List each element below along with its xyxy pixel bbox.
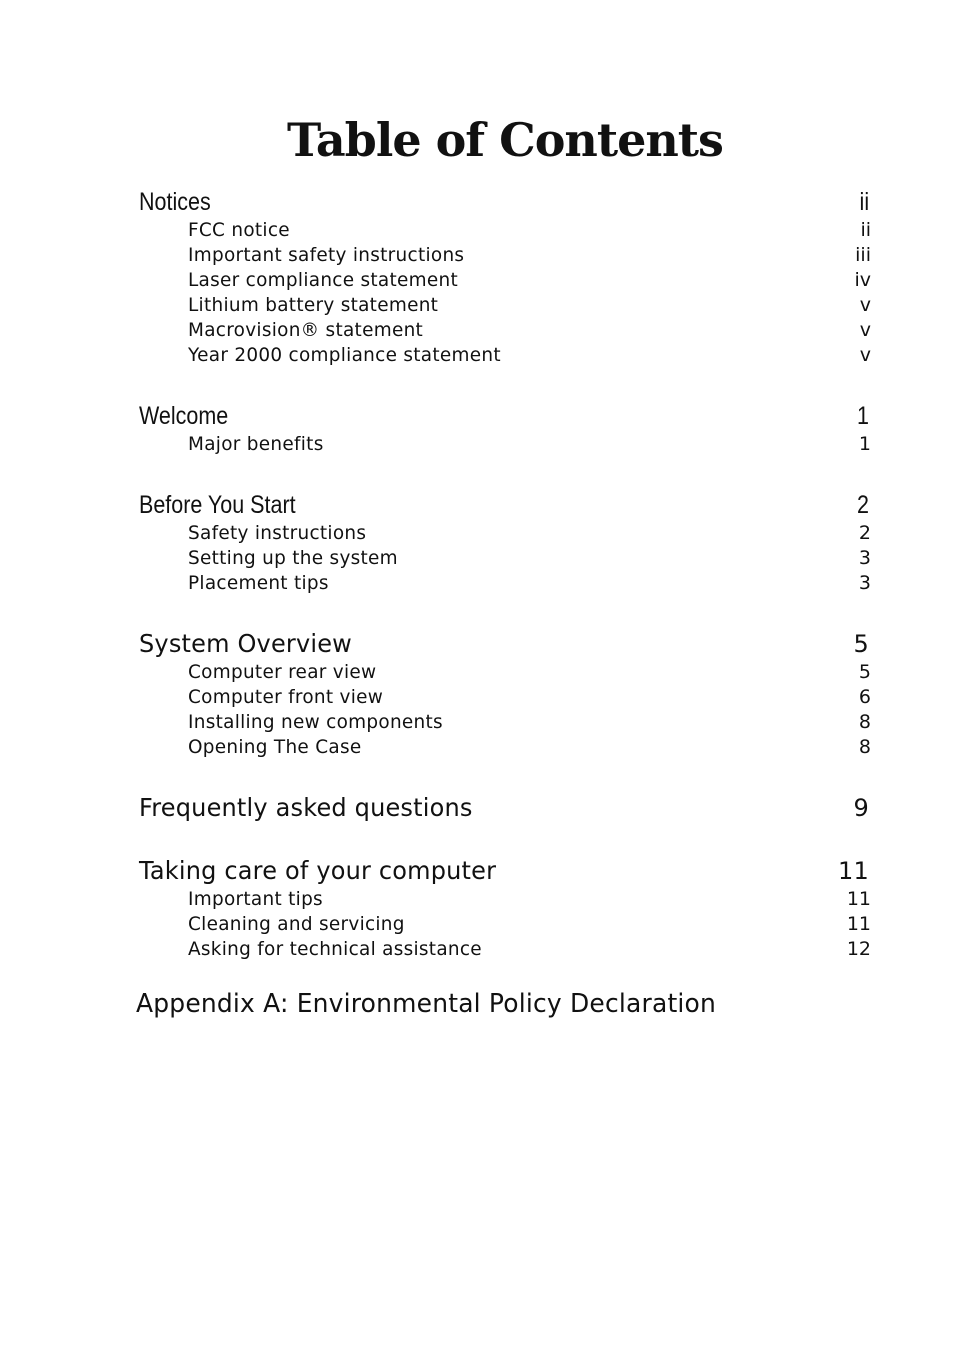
section-page-number: 2 xyxy=(857,491,869,519)
entry-page-number: 1 xyxy=(858,433,871,455)
entry-page-number: 3 xyxy=(858,572,871,594)
toc-entry[interactable] xyxy=(139,887,871,912)
entry-title: Important safety instructions xyxy=(188,244,465,266)
toc-section-system-overview xyxy=(139,628,871,760)
entry-title: Major benefits xyxy=(188,433,324,455)
entry-page-number: iii xyxy=(855,244,871,266)
entry-title: Setting up the system xyxy=(188,547,398,569)
entry-page-number: iv xyxy=(854,269,871,291)
section-title: Welcome xyxy=(139,402,229,430)
entry-page-number: 12 xyxy=(846,938,871,960)
entry-title: Placement tips xyxy=(188,572,329,594)
entry-title: Computer rear view xyxy=(188,661,377,683)
toc-section-taking-care xyxy=(139,855,871,962)
toc-entry[interactable] xyxy=(139,710,871,735)
toc-section-heading[interactable] xyxy=(139,400,871,432)
entry-title: FCC notice xyxy=(188,219,290,241)
section-page-number: 11 xyxy=(838,857,869,885)
section-title: System Overview xyxy=(139,629,352,658)
section-page-number: 5 xyxy=(853,630,869,658)
toc-appendix-entry[interactable]: Appendix A: Environmental Policy Declaration xyxy=(136,989,717,1019)
entry-page-number: 11 xyxy=(846,913,871,935)
toc-entry-list xyxy=(139,660,871,760)
entry-title: Year 2000 compliance statement xyxy=(188,344,501,366)
entry-page-number: 5 xyxy=(858,661,871,683)
toc-entry-list xyxy=(139,521,871,596)
entry-page-number: v xyxy=(859,294,871,316)
toc-section-faq xyxy=(139,792,871,824)
toc-section-before-you-start xyxy=(139,489,871,596)
toc-section-heading[interactable] xyxy=(139,855,871,887)
entry-title: Safety instructions xyxy=(188,522,367,544)
entry-title: Opening The Case xyxy=(188,736,362,758)
section-page-number: 1 xyxy=(857,402,869,430)
toc-section-heading[interactable] xyxy=(139,792,871,824)
toc-entry[interactable] xyxy=(139,432,871,457)
entry-page-number: 2 xyxy=(858,522,871,544)
toc-section-heading[interactable] xyxy=(139,628,871,660)
toc-section-notices xyxy=(139,186,871,368)
toc-entry[interactable] xyxy=(139,293,871,318)
entry-title: Important tips xyxy=(188,888,323,910)
section-title: Notices xyxy=(139,188,211,216)
entry-title: Installing new components xyxy=(188,711,443,733)
toc-entry-list xyxy=(139,218,871,368)
toc-entry[interactable] xyxy=(139,318,871,343)
toc-section-welcome xyxy=(139,400,871,457)
entry-page-number: 6 xyxy=(858,686,871,708)
toc-entry[interactable] xyxy=(139,660,871,685)
toc-entry[interactable] xyxy=(139,218,871,243)
toc-entry-list xyxy=(139,887,871,962)
toc-entry[interactable] xyxy=(139,937,871,962)
page-title: Table of Contents xyxy=(287,113,723,167)
entry-page-number: v xyxy=(859,319,871,341)
entry-page-number: 11 xyxy=(846,888,871,910)
entry-title: Lithium battery statement xyxy=(188,294,439,316)
toc-entry[interactable] xyxy=(139,912,871,937)
entry-page-number: v xyxy=(859,344,871,366)
section-title: Taking care of your computer xyxy=(139,856,497,885)
entry-page-number: 8 xyxy=(858,711,871,733)
section-title: Before You Start xyxy=(139,491,296,519)
entry-title: Macrovision® statement xyxy=(188,319,424,341)
toc-entry-list xyxy=(139,432,871,457)
toc-entry[interactable] xyxy=(139,521,871,546)
toc-entry[interactable] xyxy=(139,685,871,710)
entry-page-number: ii xyxy=(860,219,871,241)
entry-title: Cleaning and servicing xyxy=(188,913,405,935)
toc-section-heading[interactable] xyxy=(139,186,871,218)
toc-entry[interactable] xyxy=(139,268,871,293)
toc-entry[interactable] xyxy=(139,735,871,760)
entry-page-number: 8 xyxy=(858,736,871,758)
toc-entry[interactable] xyxy=(139,343,871,368)
section-page-number: 9 xyxy=(853,794,869,822)
toc-entry[interactable] xyxy=(139,571,871,596)
entry-title: Computer front view xyxy=(188,686,384,708)
entry-title: Asking for technical assistance xyxy=(188,938,482,960)
entry-title: Laser compliance statement xyxy=(188,269,459,291)
toc-entry[interactable] xyxy=(139,243,871,268)
section-title: Frequently asked questions xyxy=(139,793,473,822)
section-page-number: ii xyxy=(859,188,869,216)
toc-entry[interactable] xyxy=(139,546,871,571)
entry-page-number: 3 xyxy=(858,547,871,569)
toc-section-heading[interactable] xyxy=(139,489,871,521)
